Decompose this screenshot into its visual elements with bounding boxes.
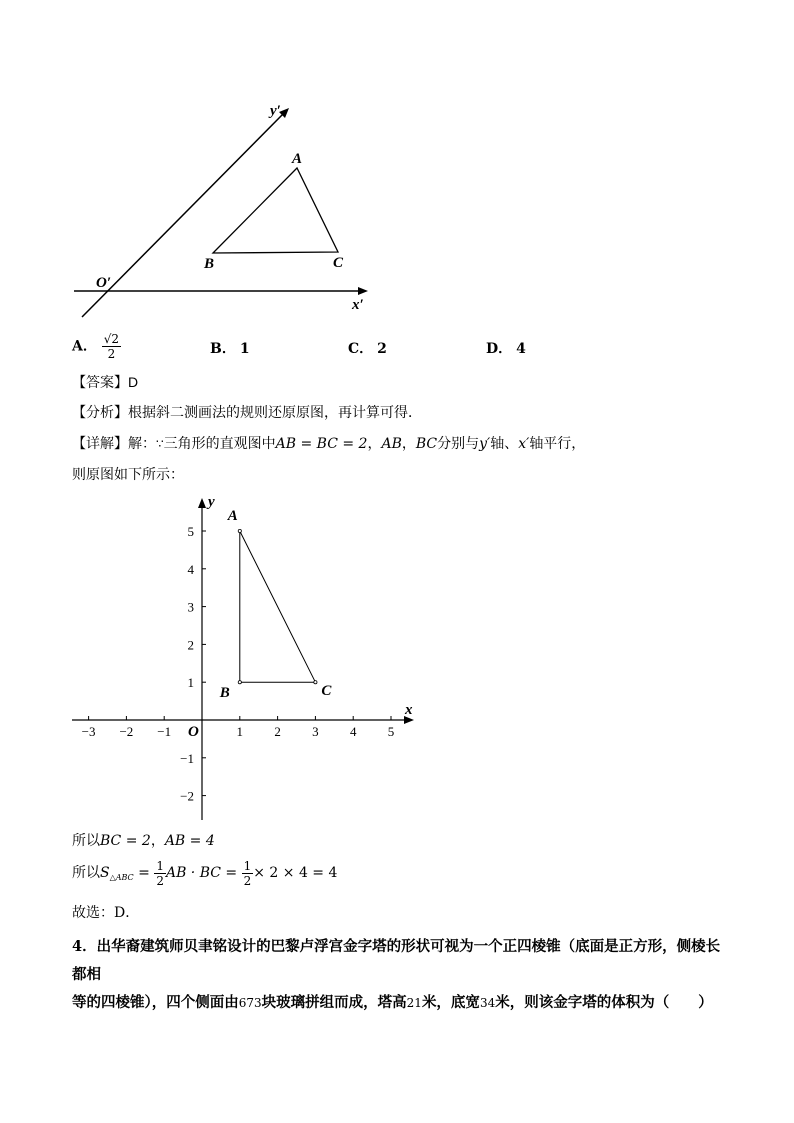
- y-tick-label: 4: [187, 561, 194, 577]
- label-y-prime: y′: [270, 103, 281, 119]
- coordinate-axes: [72, 494, 414, 820]
- conclusion-line: 故选：D．: [72, 905, 140, 921]
- detail-text-5: 分别与: [437, 436, 480, 452]
- detail-text-7: 轴平行，: [529, 436, 586, 452]
- y-tick-label: 1: [187, 675, 194, 691]
- analysis-line: [72, 403, 422, 423]
- detail-text-2: 三角形的直观图中: [163, 436, 276, 452]
- q4-text-d: 米，则该金字塔的体积为（ ）: [495, 994, 713, 1011]
- detail-x-axis: x′: [518, 436, 530, 452]
- q4-text-a: 等的四棱锥），四个侧面由: [72, 994, 239, 1011]
- detail-y-axis: y′: [479, 436, 491, 452]
- label-o-prime: O′: [96, 275, 112, 291]
- question-4: [72, 933, 732, 1017]
- y-prime-axis: [82, 112, 285, 317]
- q4-line-1: 4．出华裔建筑师贝聿铭设计的巴黎卢浮宫金字塔的形状可视为一个正四棱锥（底面是正方形，侧棱长都相: [72, 938, 721, 983]
- origin-label: O: [188, 724, 199, 740]
- analysis-tag: 【分析】: [72, 405, 128, 421]
- label-a: A: [292, 151, 303, 167]
- result1-ab: AB = 4: [164, 833, 215, 849]
- x-tick-label: 4: [349, 724, 357, 739]
- option-d-letter: D．: [486, 341, 513, 357]
- q4-line-2: [72, 989, 732, 1017]
- oblique-figure: [60, 95, 380, 320]
- because-icon: ∵: [156, 437, 164, 451]
- q4-height: 21: [406, 996, 422, 1010]
- half-den-1: 2: [156, 873, 164, 888]
- label-b: B: [219, 685, 230, 702]
- result2-sub: △ABC: [109, 873, 134, 882]
- option-b: [210, 338, 250, 358]
- x-tick-label: 2: [274, 724, 281, 739]
- detail-bc: BC: [415, 436, 438, 452]
- option-a-letter: A．: [72, 338, 97, 355]
- q4-width: 34: [479, 996, 496, 1010]
- result2-prefix: 所以: [72, 865, 100, 881]
- option-a-denominator: 2: [107, 347, 116, 361]
- detail-tag: 【详解】: [72, 436, 128, 452]
- original-triangle: [240, 531, 316, 682]
- x-tick-label: 3: [312, 724, 319, 739]
- detail-text-6: 轴、: [490, 436, 519, 452]
- vertex-dot: [238, 529, 241, 532]
- answer-value: D: [128, 374, 139, 390]
- result-line-1: [72, 831, 215, 851]
- result-line-2: [72, 858, 337, 893]
- option-a: [72, 332, 121, 361]
- result1-prefix: 所以: [72, 833, 100, 849]
- result2-half-1: [154, 859, 166, 888]
- x-axis-label: x: [405, 702, 413, 718]
- y-tick-label: −1: [180, 750, 194, 766]
- y-axis-arrow: [198, 498, 206, 508]
- option-a-numerator: √2: [103, 332, 120, 346]
- half-num-1: 1: [156, 858, 164, 873]
- label-c: C: [321, 683, 332, 700]
- x-tick-label: −2: [119, 724, 134, 739]
- x-tick-label: −3: [81, 724, 96, 739]
- result2-tail: × 2 × 4 = 4: [253, 865, 338, 881]
- result2-eq: =: [133, 865, 155, 881]
- half-den-2: 2: [243, 873, 252, 888]
- detail-text-1: 解：: [128, 436, 156, 452]
- x-tick-label: 5: [387, 724, 395, 739]
- option-c-value: 2: [377, 341, 387, 357]
- result2-mid: AB · BC =: [165, 865, 242, 881]
- x-prime-arrow: [358, 287, 368, 295]
- result1-sep: ，: [150, 833, 165, 849]
- detail-text-4: ，: [401, 436, 416, 452]
- label-x-prime: x′: [352, 297, 364, 313]
- label-a: A: [227, 508, 238, 524]
- option-c: [348, 338, 387, 358]
- option-d: [486, 338, 526, 358]
- result1-bc: BC = 2: [100, 833, 151, 849]
- vertex-dot: [238, 681, 241, 684]
- label-b: B: [204, 256, 215, 272]
- y-tick-label: 5: [187, 524, 194, 539]
- option-b-value: 1: [239, 341, 250, 357]
- y-tick-label: 2: [187, 637, 194, 653]
- detail-expr-ab-bc: AB = BC = 2: [275, 436, 368, 452]
- result2-half-2: [242, 859, 254, 888]
- option-b-letter: B．: [210, 341, 236, 357]
- label-c: C: [333, 255, 344, 271]
- y-axis-label: y: [208, 494, 215, 510]
- y-tick-label: 3: [187, 599, 194, 615]
- x-tick-label: −1: [157, 724, 172, 739]
- q4-text-c: 米，底宽: [421, 994, 480, 1011]
- answer-tag: 【答案】: [72, 375, 128, 391]
- oblique-triangle: [213, 168, 338, 253]
- coordinate-figure: [60, 492, 430, 827]
- option-a-fraction: [102, 332, 121, 361]
- option-c-letter: C．: [348, 341, 374, 357]
- x-tick-label: 1: [236, 724, 244, 739]
- answer-line: [72, 372, 138, 393]
- option-d-value: 4: [516, 341, 526, 357]
- detail-ab: AB: [381, 436, 402, 452]
- q4-panel-count: 673: [238, 996, 262, 1010]
- result2-s: S: [100, 865, 110, 881]
- y-tick-label: −2: [180, 788, 194, 804]
- analysis-text: 根据斜二测画法的规则还原原图，再计算可得．: [128, 405, 422, 421]
- vertex-dot: [314, 681, 317, 684]
- detail-text-3: ，: [367, 436, 382, 452]
- original-figure-intro: 则原图如下所示：: [72, 467, 184, 483]
- detail-line: [72, 434, 585, 454]
- q4-text-b: 块玻璃拼组而成，塔高: [261, 994, 407, 1011]
- half-num-2: 1: [243, 858, 252, 873]
